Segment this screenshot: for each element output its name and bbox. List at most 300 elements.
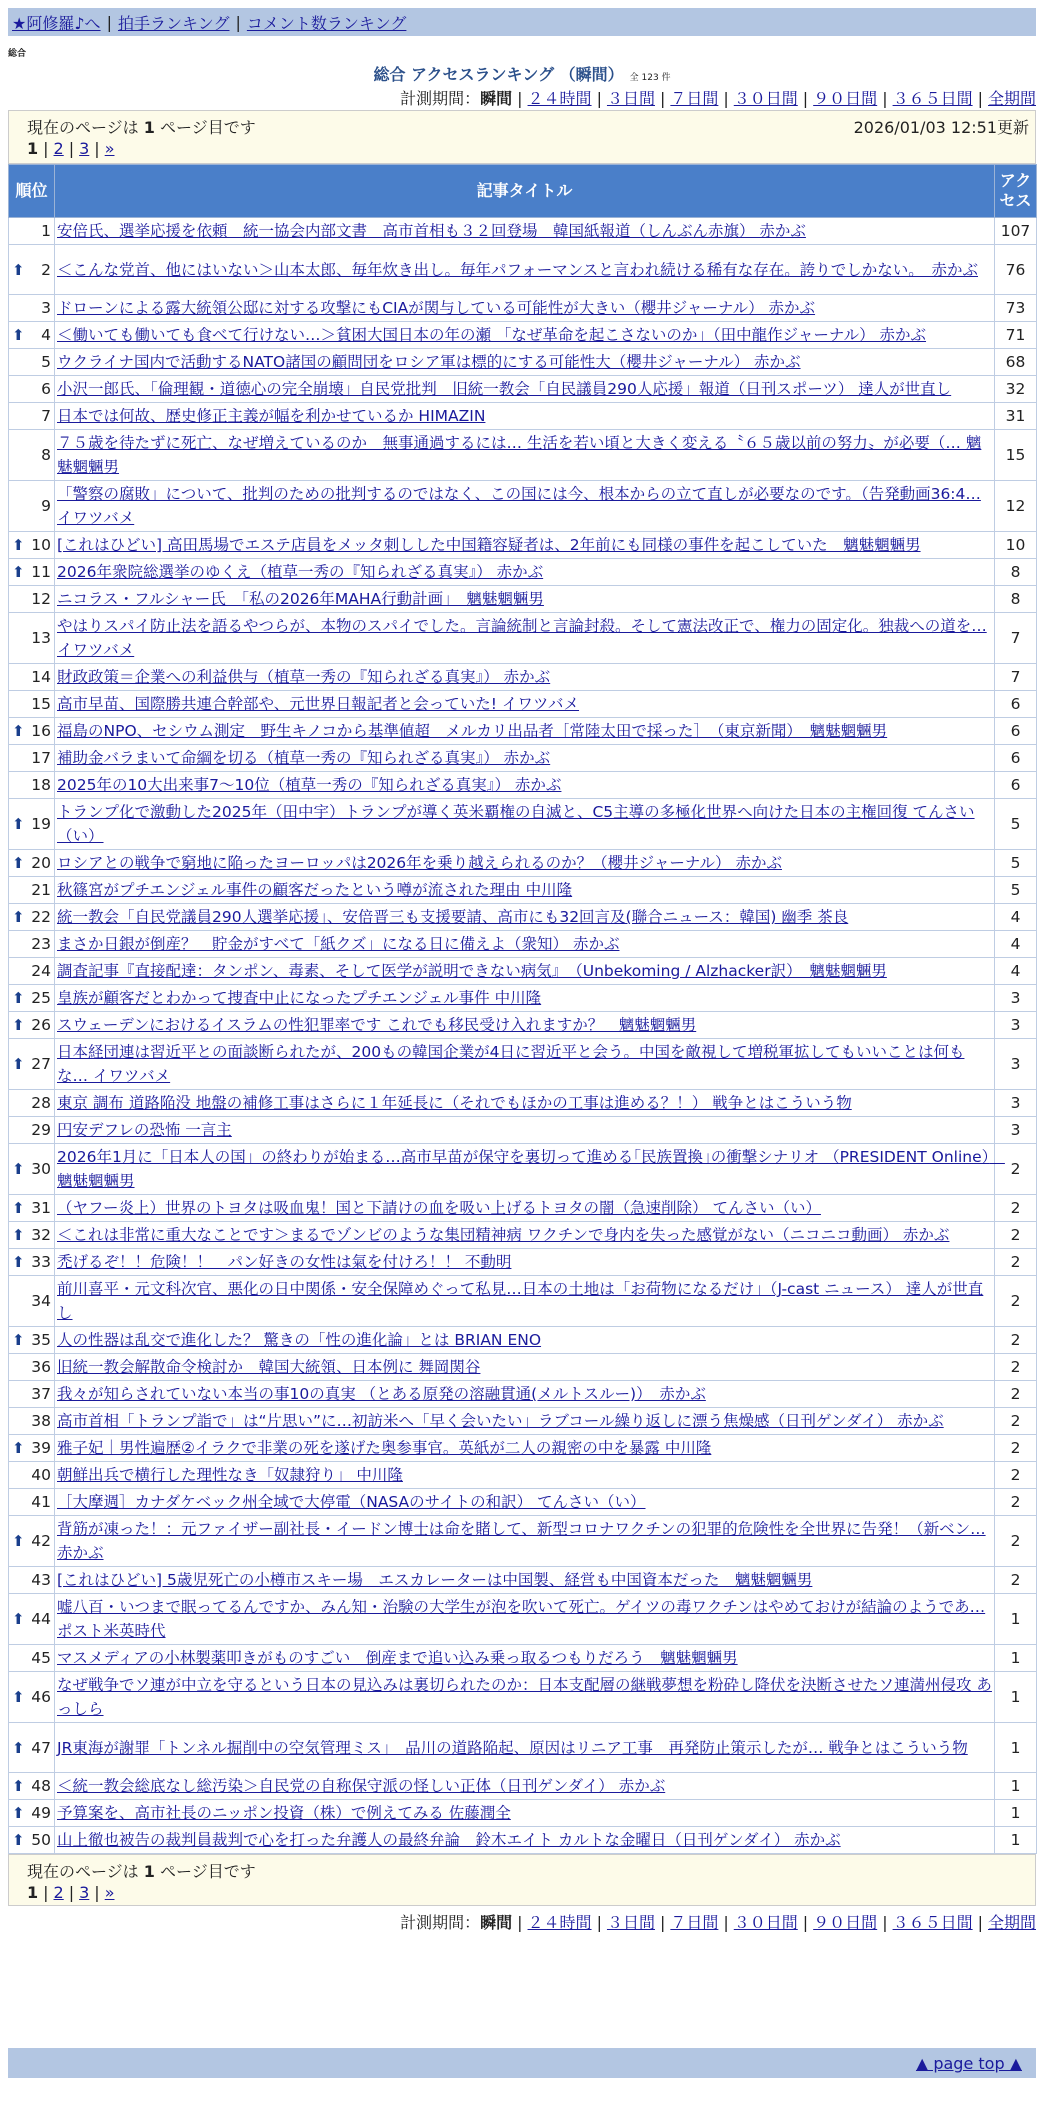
table-row [9,430,1037,481]
title-cell [55,1012,995,1039]
table-row [9,376,1037,403]
rank-number: 35 [31,1331,51,1349]
count-cell: 2 [995,1249,1037,1276]
count-cell: 2 [995,1354,1037,1381]
title-cell [55,481,995,532]
count-cell: 76 [995,245,1037,295]
count-cell: 1 [995,1773,1037,1800]
article-link[interactable]: 禿げるぞ！！危険！！ パン好きの女性は氣を付けろ！！ 不動明 [57,1253,512,1271]
title-cell [55,1489,995,1516]
table-row [9,850,1037,877]
table-row [9,1012,1037,1039]
title-cell [55,613,995,664]
article-link[interactable]: まさか日銀が倒産？ 貯金がすべて「紙クズ」になる日に備えよ（衆知） 赤かぶ [57,935,620,953]
pager-current: 1 [27,1883,39,1902]
period-link-4[interactable]: ９０日間 [813,89,878,108]
rank-cell [9,904,55,931]
title-cell [55,1773,995,1800]
article-link[interactable]: （ヤフー炎上）世界のトヨタは吸血鬼！国と下請けの血を吸い上げるトヨタの闇（急速削除） てんさい（い） [57,1199,821,1217]
article-link[interactable]: JR東海が謝罪「トンネル掘削中の空気管理ミス」 品川の道路陥起、原因はリニア工事 再発防止策示したが… 戦争とはこういう物 [57,1738,968,1757]
rank-cell [9,322,55,349]
article-link[interactable]: 高市首相「トランプ詣で」は“片思い”に…初訪米へ「早く会いたい」ラブコール繰り返しに漂う焦燥感（日刊ゲンダイ） 赤かぶ [57,1412,944,1430]
rank-number: 1 [41,222,51,240]
table-row [9,1381,1037,1408]
title-cell [55,1381,995,1408]
period-selector-bottom [400,1910,1036,1933]
rank-cell [9,1222,55,1249]
pager-link-2[interactable]: 2 [53,139,64,158]
rank-cell [9,958,55,985]
title-cell [55,1567,995,1594]
rank-number: 14 [31,668,51,686]
article-link[interactable]: 小沢一郎氏、「倫理観・道徳心の完全崩壊」自民党批判 旧統一教会「自民議員290人応援」報道（日刊スポーツ） 達人が世直し [57,380,952,398]
title-cell [55,1276,995,1327]
title-cell [55,1408,995,1435]
count-cell: 68 [995,349,1037,376]
rank-cell [9,799,55,850]
rank-number: 12 [31,590,51,608]
rank-number: 22 [31,908,51,926]
count-cell: 7 [995,613,1037,664]
period-link-5[interactable]: ３６５日間 [892,1913,973,1932]
article-link[interactable]: 福島のNPO、セシウム測定 野生キノコから基準値超 メルカリ出品者［常陸太田で採った］ （東京新聞） 魑魅魍魎男 [57,722,888,740]
rank-number: 30 [31,1160,51,1178]
rank-cell [9,430,55,481]
rank-cell [9,931,55,958]
pager-link-2[interactable]: 2 [53,1883,64,1902]
rank-number: 13 [31,629,51,647]
table-header-row [9,165,1037,218]
rank-up-arrow-icon: ⬆ [12,1610,25,1628]
article-link[interactable]: 日本では何故、歴史修正主義が幅を利かせているか HIMAZIN [57,407,486,425]
table-row [9,532,1037,559]
rank-cell [9,376,55,403]
count-cell: 6 [995,718,1037,745]
count-cell: 2 [995,1327,1037,1354]
table-row [9,218,1037,245]
rank-up-arrow-icon: ⬆ [12,1777,25,1795]
title-cell [55,850,995,877]
count-cell: 3 [995,1039,1037,1090]
period-link-0[interactable]: ２４時間 [527,89,592,108]
nav-separator: | [235,12,241,32]
rank-cell [9,1144,55,1195]
rank-up-arrow-icon: ⬆ [12,563,25,581]
table-row [9,295,1037,322]
article-link[interactable]: 秋篠宮がプチエンジェル事件の顧客だったという噂が流された理由 中川隆 [57,881,573,899]
article-link[interactable]: 嘘八百・いつまで眠ってるんですか、みん知・治験の大学生が泡を吹いて死亡。ゲイツの毒ワクチンはやめておけが結論のようであ… ポスト米英時代 [57,1598,986,1640]
article-link[interactable]: 安倍氏、選挙応援を依頼 統一協会内部文書 高市首相も３２回登場 韓国紙報道（しんぶん赤旗） 赤かぶ [57,222,806,240]
period-link-1[interactable]: ３日間 [606,1913,655,1932]
page-info-top [8,110,1036,164]
page-info-bottom [8,1854,1036,1906]
rank-up-arrow-icon: ⬆ [12,260,25,279]
article-link[interactable]: 山上徹也被告の裁判員裁判で心を打った弁護人の最終弁論 鈴木エイト カルトな金曜日（日刊ゲンダイ） 赤かぶ [57,1831,841,1849]
rank-number: 9 [41,497,51,515]
total-count: 全 123 件 [629,73,671,83]
home-link[interactable]: ★阿修羅♪へ [12,13,101,33]
rank-number: 48 [31,1777,51,1795]
rank-cell [9,1408,55,1435]
rank-cell [9,1012,55,1039]
rank-number: 40 [31,1466,51,1484]
title-cell [55,1144,1005,1195]
rank-cell [9,985,55,1012]
count-cell: 2 [995,1381,1037,1408]
period-link-5[interactable]: ３６５日間 [892,89,973,108]
table-row [9,1594,1037,1645]
period-selector-top [400,86,1036,109]
rank-number: 37 [31,1385,51,1403]
period-separator: | [882,1913,888,1932]
period-link-1[interactable]: ３日間 [606,89,655,108]
rank-number: 39 [31,1439,51,1457]
table-row [9,745,1037,772]
article-link[interactable]: ＜これは非常に重大なことです＞まるでゾンビのような集団精神病 ワクチンで身内を失った感覚がない（ニコニコ動画） 赤かぶ [57,1226,950,1244]
period-link-2[interactable]: ７日間 [670,1913,719,1932]
table-row [9,718,1037,745]
pager-separator: | [94,139,100,158]
count-cell: 4 [995,958,1037,985]
count-header: アクセス [995,165,1037,218]
article-link[interactable]: [これはひどい] 高田馬場でエステ店員をメッタ刺しした中国籍容疑者は、2年前にも同様の事件を起こしていた 魑魅魍魎男 [57,536,921,554]
rank-number: 24 [31,962,51,980]
table-row [9,1354,1037,1381]
rank-number: 18 [31,776,51,794]
page-top-link[interactable]: ▲ page top ▲ [915,2054,1022,2073]
title-cell [55,586,995,613]
count-cell: 3 [995,1117,1037,1144]
title-cell [55,718,995,745]
table-row [9,245,1037,295]
rank-cell [9,745,55,772]
rank-number: 16 [31,722,51,740]
title-cell [55,322,995,349]
rank-number: 32 [31,1226,51,1244]
rank-number: 23 [31,935,51,953]
rank-number: 33 [31,1253,51,1271]
rank-cell [9,1800,55,1827]
rank-cell [9,1039,55,1090]
period-link-3[interactable]: ３０日間 [733,1913,798,1932]
pager-top [27,139,114,158]
title-cell [55,1354,995,1381]
rank-cell [9,1827,55,1854]
rank-cell [9,1327,55,1354]
period-label: 計測期間： [400,1913,481,1932]
table-row [9,1435,1037,1462]
rank-cell [9,718,55,745]
article-link[interactable]: マスメディアの小林製薬叩きがものすごい 倒産まで追い込み乗っ取るつもりだろう 魑魅魍魎男 [57,1649,738,1667]
article-link[interactable]: トランプ化で激動した2025年（田中宇）トランプが導く英米覇権の自滅と、C5主導の多極化世界へ向けた日本の主権回復 てんさい（い） [57,803,975,845]
rank-up-arrow-icon: ⬆ [12,908,25,926]
period-separator: | [659,89,666,108]
article-link[interactable]: 調査記事『直接配達：タンポン、毒素、そして医学が説明できない病気』 （Unbekoming / Alzhacker訳） 魑魅魍魎男 [57,962,887,980]
article-link[interactable]: 皇族が顧客だとわかって捜査中止になったプチエンジェル事件 中川隆 [57,989,542,1007]
rank-number: 8 [41,446,51,464]
table-row [9,931,1037,958]
count-cell: 4 [995,931,1037,958]
rank-number: 19 [31,815,51,833]
table-row [9,1827,1037,1854]
rank-number: 47 [31,1738,51,1757]
table-row [9,985,1037,1012]
rank-number: 20 [31,854,51,872]
article-link[interactable]: 人の性器は乱交で進化した？ 驚きの「性の進化論」とは BRIAN ENO [57,1331,542,1349]
rank-cell [9,1090,55,1117]
count-cell: 2 [995,1144,1037,1195]
title-cell [55,1800,995,1827]
title-cell [55,1645,995,1672]
rank-cell [9,1249,55,1276]
period-link-2[interactable]: ７日間 [670,89,719,108]
title-cell [55,376,995,403]
title-cell [55,1516,995,1567]
article-link[interactable]: やはりスパイ防止法を語るやつらが、本物のスパイでした。言論統制と言論封殺。そして憲法改正で、権力の固定化。独裁への道を… イワツバメ [57,617,987,659]
pager-separator: | [43,139,49,158]
title-cell [55,664,995,691]
updated-timestamp: 2026/01/03 12:51更新 [853,118,1029,137]
article-link[interactable]: 背筋が凍った！：元ファイザー副社長・イードン博士は命を賭して、新型コロナワクチンの犯罪的危険性を全世界に告発！（新ベン… 赤かぶ [57,1520,986,1562]
article-link[interactable]: 高市早苗、国際勝共連合幹部や、元世界日報記者と会っていた! イワツバメ [57,695,580,713]
count-cell: 2 [995,1276,1037,1327]
rank-number: 4 [41,326,51,344]
title-cell [55,532,995,559]
article-link[interactable]: なぜ戦争でソ連が中立を守るという日本の見込みは裏切られたのか：日本支配層の継戦夢想を粉砕し降伏を決断させたソ連満州侵攻 あっしら [57,1676,992,1718]
rank-number: 10 [31,536,51,554]
article-link[interactable]: ＜こんな党首、他にはいない＞山本太郎、毎年炊き出し。毎年パフォーマンスと言われ続ける稀有な存在。誇りでしかない。 赤かぶ [57,260,979,279]
rank-cell [9,613,55,664]
period-link-3[interactable]: ３０日間 [733,89,798,108]
rank-up-arrow-icon: ⬆ [12,1055,25,1073]
table-row [9,1516,1037,1567]
count-cell: 2 [995,1435,1037,1462]
table-row [9,613,1037,664]
rank-up-arrow-icon: ⬆ [12,1226,25,1244]
period-link-4[interactable]: ９０日間 [813,1913,878,1932]
rank-cell [9,1773,55,1800]
title-cell [55,1195,995,1222]
count-cell: 2 [995,1567,1037,1594]
title-cell [55,1117,995,1144]
count-cell: 32 [995,376,1037,403]
rank-up-arrow-icon: ⬆ [12,1738,25,1757]
rank-up-arrow-icon: ⬆ [12,1439,25,1457]
rank-cell [9,532,55,559]
title-cell [55,772,995,799]
count-cell: 1 [995,1594,1037,1645]
article-link[interactable]: ウクライナ国内で活動するNATO諸国の顧問団をロシア軍は標的にする可能性大（櫻井ジャーナル） 赤かぶ [57,353,801,371]
article-link[interactable]: ニコラス・フルシャー氏 「私の2026年MAHA行動計画」 魑魅魍魎男 [57,590,544,608]
pager-separator: | [68,1883,75,1902]
period-current: 瞬間 [480,89,513,108]
table-row [9,1489,1037,1516]
pager-link-3[interactable]: 3 [79,1883,90,1902]
article-link[interactable]: 2026年1月に「日本人の国」の終わりが始まる…高市早苗が保守を裏切って進める｢民族置換｣の衝撃シナリオ （PRESIDENT Online） 魑魅魍魎男 [57,1148,1005,1190]
rank-up-arrow-icon: ⬆ [12,1831,25,1849]
rank-up-arrow-icon: ⬆ [12,1688,25,1706]
comment-ranking-link[interactable]: コメント数ランキング [246,13,407,33]
table-row [9,1327,1037,1354]
rank-up-arrow-icon: ⬆ [12,854,25,872]
rank-number: 46 [31,1688,51,1706]
article-link[interactable]: 前川喜平・元文科次官、悪化の日中関係・安全保障めぐって私見…日本の土地は「お荷物になるだけ」（J-cast ニュース） 達人が世直し [57,1280,984,1322]
period-label: 計測期間： [400,89,481,108]
table-row [9,1773,1037,1800]
article-link[interactable]: 予算案を、高市社長のニッポン投資（株）で例えてみる 佐藤潤全 [57,1804,511,1822]
count-cell: 3 [995,1012,1037,1039]
rank-cell [9,218,55,245]
applause-ranking-link[interactable]: 拍手ランキング [117,13,230,33]
period-separator: | [723,89,729,108]
article-link[interactable]: ７５歳を待たずに死亡、なぜ増えているのか 無事通過するには… 生活を若い頃と大きく変える〝６５歳以前の努力〟が必要（… 魑魅魍魎男 [57,434,982,476]
period-separator: | [977,1913,983,1932]
rank-up-arrow-icon: ⬆ [12,1331,25,1349]
article-link[interactable]: 朝鮮出兵で横行した理性なき「奴隷狩り」 中川隆 [57,1466,403,1484]
rank-cell [9,1723,55,1773]
ranking-table-body [9,218,1037,1854]
count-cell: 71 [995,322,1037,349]
table-row [9,1462,1037,1489]
rank-number: 45 [31,1649,51,1667]
title-cell [55,430,995,481]
rank-cell [9,1381,55,1408]
period-separator: | [596,1913,602,1932]
title-cell [55,1594,995,1645]
top-nav-bar [8,8,1036,36]
rank-number: 31 [31,1199,51,1217]
rank-up-arrow-icon: ⬆ [12,1199,25,1217]
rank-up-arrow-icon: ⬆ [12,815,25,833]
pager-next[interactable]: » [104,1883,115,1902]
pager-separator: | [43,1883,49,1902]
article-link[interactable]: 2025年の10大出来事7～10位（植草一秀の『知られざる真実』） 赤かぶ [57,776,562,794]
count-cell: 1 [995,1723,1037,1773]
rank-number: 17 [31,749,51,767]
count-cell: 6 [995,772,1037,799]
count-cell: 73 [995,295,1037,322]
article-link[interactable]: 我々が知らされていない本当の事10の真実 （とある原発の溶融貫通(メルトスルー)） 赤かぶ [57,1385,706,1403]
article-link[interactable]: 財政政策＝企業への利益供与（植草一秀の『知られざる真実』） 赤かぶ [57,668,551,686]
rank-header: 順位 [9,165,55,218]
article-link[interactable]: 「警察の腐敗」について、批判のための批判するのではなく、この国には今、根本からの立て直しが必要なのです。（告発動画36:4… イワツバメ [57,485,981,527]
pager-link-3[interactable]: 3 [79,139,90,158]
title-cell [55,1435,995,1462]
rank-up-arrow-icon: ⬆ [12,1532,25,1550]
article-link[interactable]: ロシアとの戦争で窮地に陥ったヨーロッパは2026年を乗り越えられるのか？（櫻井ジャーナル） 赤かぶ [57,854,782,872]
title-cell [55,559,995,586]
page-title-text: 総合 アクセスランキング （瞬間） [373,65,624,84]
count-cell: 2 [995,1489,1037,1516]
title-cell [55,245,995,295]
rank-number: 7 [41,407,51,425]
table-row [9,1723,1037,1773]
title-cell [55,691,995,718]
rank-cell [9,1462,55,1489]
rank-number: 6 [41,380,51,398]
rank-number: 11 [31,563,51,581]
count-cell: 15 [995,430,1037,481]
rank-cell [9,1435,55,1462]
pager-current: 1 [27,139,39,158]
count-cell: 1 [995,1827,1037,1854]
period-separator: | [659,1913,666,1932]
table-row [9,1672,1037,1723]
article-link[interactable]: ドローンによる露大統領公邸に対する攻撃にもCIAが関与している可能性が大きい（櫻井ジャーナル） 赤かぶ [57,299,816,317]
table-row [9,877,1037,904]
title-cell [55,904,995,931]
rank-cell [9,295,55,322]
article-link[interactable]: 統一教会「自民党議員290人選挙応援」、安倍晋三も支援要請、高市にも32回言及(聯合ニュース：韓国) 幽季 茶良 [57,908,849,926]
period-separator: | [882,89,888,108]
count-cell: 4 [995,904,1037,931]
article-link[interactable]: 日本経団連は習近平との面談断られたが、200もの韓国企業が4日に習近平と会う。中国を敵視して増税軍拡してもいいことは何もな… イワツバメ [57,1043,965,1085]
article-link[interactable]: [これはひどい] 5歳児死亡の小樽市スキー場 エスカレーターは中国製、経営も中国資本だった 魑魅魍魎男 [57,1571,813,1589]
table-row [9,1800,1037,1827]
count-cell: 3 [995,985,1037,1012]
rank-cell [9,586,55,613]
rank-cell [9,403,55,430]
table-row [9,772,1037,799]
title-cell [55,1090,995,1117]
rank-number: 26 [31,1016,51,1034]
period-link-6[interactable]: 全期間 [987,89,1036,108]
article-link[interactable]: 補助金バラまいて命綱を切る（植草一秀の『知られざる真実』） 赤かぶ [57,749,551,767]
rank-cell [9,349,55,376]
count-cell: 6 [995,745,1037,772]
article-link[interactable]: 2026年衆院総選挙のゆくえ（植草一秀の『知られざる真実』） 赤かぶ [57,563,544,581]
title-cell [55,799,995,850]
article-link[interactable]: ＜働いても働いても食べて行けない…＞貧困大国日本の年の瀬 「なぜ革命を起こさないのか」（田中龍作ジャーナル） 赤かぶ [57,326,927,344]
period-separator: | [517,89,523,108]
rank-number: 43 [31,1571,51,1589]
article-link[interactable]: 雅子妃｜男性遍歴②イラクで非業の死を遂げた奥参事官。英紙が二人の親密の中を暴露 中川隆 [57,1439,712,1457]
count-cell: 2 [995,1195,1037,1222]
rank-up-arrow-icon: ⬆ [12,536,25,554]
period-link-6[interactable]: 全期間 [987,1913,1036,1932]
article-link[interactable]: ＜統一教会総底なし総汚染＞自民党の自称保守派の怪しい正体（日刊ゲンダイ） 赤かぶ [57,1777,666,1795]
article-link[interactable]: スウェーデンにおけるイスラムの性犯罪率です これでも移民受け入れますか？ 魑魅魍魎男 [57,1016,697,1034]
rank-number: 27 [31,1055,51,1073]
count-cell: 12 [995,481,1037,532]
title-cell [55,1039,995,1090]
article-link[interactable]: 旧統一教会解散命令検討か 韓国大統領、日本例に 舞岡関谷 [57,1358,481,1376]
title-cell [55,985,995,1012]
count-cell: 2 [995,1516,1037,1567]
article-link[interactable]: 円安デフレの恐怖 一言主 [57,1121,232,1139]
count-cell: 8 [995,559,1037,586]
nav-separator: | [106,12,112,32]
period-link-0[interactable]: ２４時間 [527,1913,592,1932]
period-separator: | [517,1913,523,1932]
rank-cell [9,481,55,532]
rank-cell [9,1672,55,1723]
article-link[interactable]: 東京 調布 道路陥没 地盤の補修工事はさらに１年延長に（それでもほかの工事は進める？！） 戦争とはこういう物 [57,1094,852,1112]
article-link[interactable]: ［大摩週］カナダケベック州全域で大停電（NASAのサイトの和訳） てんさい（い） [57,1493,646,1511]
rank-up-arrow-icon: ⬆ [12,1804,25,1822]
title-header: 記事タイトル [55,165,995,218]
rank-cell [9,1516,55,1567]
rank-number: 36 [31,1358,51,1376]
pager-next[interactable]: » [104,139,115,158]
pager-bottom [27,1883,114,1902]
table-row [9,1249,1037,1276]
rank-cell [9,1645,55,1672]
page-title [0,62,1044,85]
count-cell: 2 [995,1462,1037,1489]
count-cell: 1 [995,1645,1037,1672]
count-cell: 31 [995,403,1037,430]
